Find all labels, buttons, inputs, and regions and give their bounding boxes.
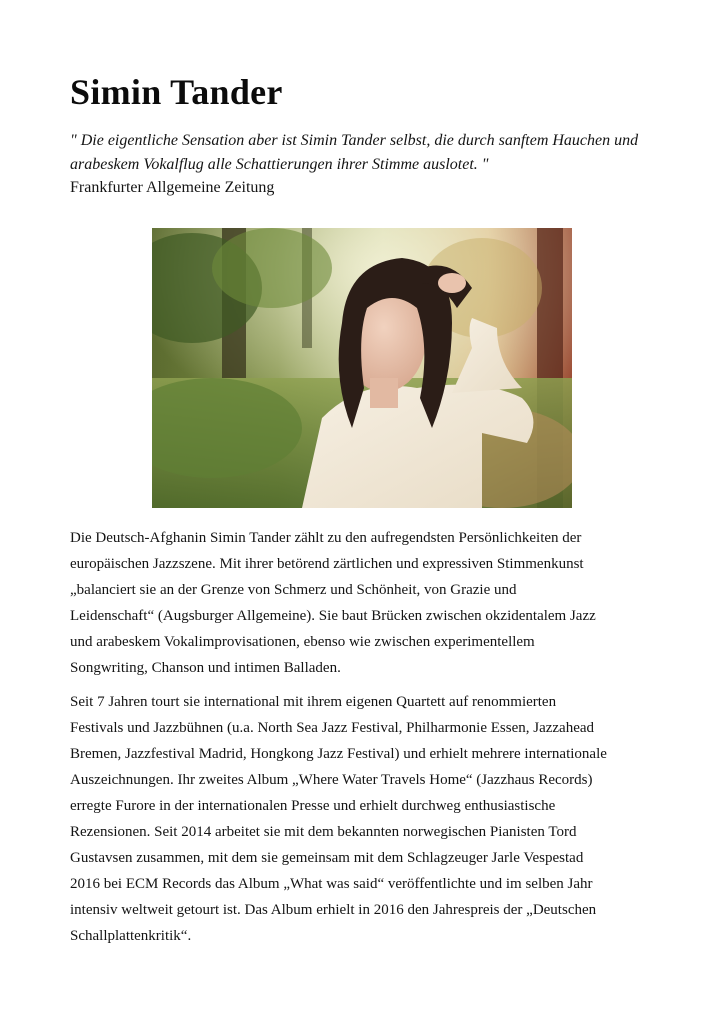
text-line: erregte Furore in der internationalen Presse und erhielt durchweg enthusiastische — [70, 798, 556, 814]
text-line: „balanciert sie an der Grenze von Schmerz und Schönheit, von Grazie und — [70, 582, 517, 598]
text-line: europäischen Jazzszene. Mit ihrer betörend zärtlichen und expressiven Stimmenkunst — [70, 556, 584, 572]
text-line: Songwriting, Chanson und intimen Balladen. — [70, 660, 341, 676]
text-line: Auszeichnungen. Ihr zweites Album „Where Water Travels Home“ (Jazzhaus Records) — [70, 772, 593, 788]
quote-line: arabeskem Vokalflug alle Schattierungen ihrer Stimme auslotet. " — [70, 156, 489, 173]
text-line: 2016 bei ECM Records das Album „What was said“ veröffentlichte und im selben Jahr — [70, 876, 593, 892]
text-line: Leidenschaft“ (Augsburger Allgemeine). Sie baut Brücken zwischen okzidentalem Jazz — [70, 608, 596, 624]
bio-paragraph-1 — [70, 525, 680, 681]
quote-source: Frankfurter Allgemeine Zeitung — [70, 179, 275, 196]
text-line: Rezensionen. Seit 2014 arbeitet sie mit dem bekannten norwegischen Pianisten Tord — [70, 824, 577, 840]
text-line: Gustavsen zusammen, mit dem sie gemeinsam mit dem Schlagzeuger Jarle Vespestad — [70, 850, 584, 866]
bio-paragraph-2 — [70, 689, 680, 949]
page-title: Simin Tander — [70, 72, 283, 112]
text-line: Bremen, Jazzfestival Madrid, Hongkong Jazz Festival) und erhielt mehrere internationale — [70, 746, 607, 762]
text-line: Festivals und Jazzbühnen (u.a. North Sea Jazz Festival, Philharmonie Essen, Jazzahead — [70, 720, 595, 736]
text-line: Schallplattenkritik“. — [70, 928, 192, 944]
text-line: intensiv weltweit getourt ist. Das Album erhielt in 2016 den Jahrespreis der „Deutschen — [70, 902, 597, 918]
text-line: Seit 7 Jahren tourt sie international mit ihrem eigenen Quartett auf renommierten — [70, 694, 557, 710]
portrait-photo — [152, 228, 572, 508]
text-line: Die Deutsch-Afghanin Simin Tander zählt zu den aufregendsten Persönlichkeiten der — [70, 530, 582, 546]
press-quote — [70, 129, 670, 177]
quote-line: " Die eigentliche Sensation aber ist Simin Tander selbst, die durch sanftem Hauchen und — [70, 132, 639, 149]
text-line: und arabeskem Vokalimprovisationen, ebenso wie zwischen experimentellem — [70, 634, 535, 650]
